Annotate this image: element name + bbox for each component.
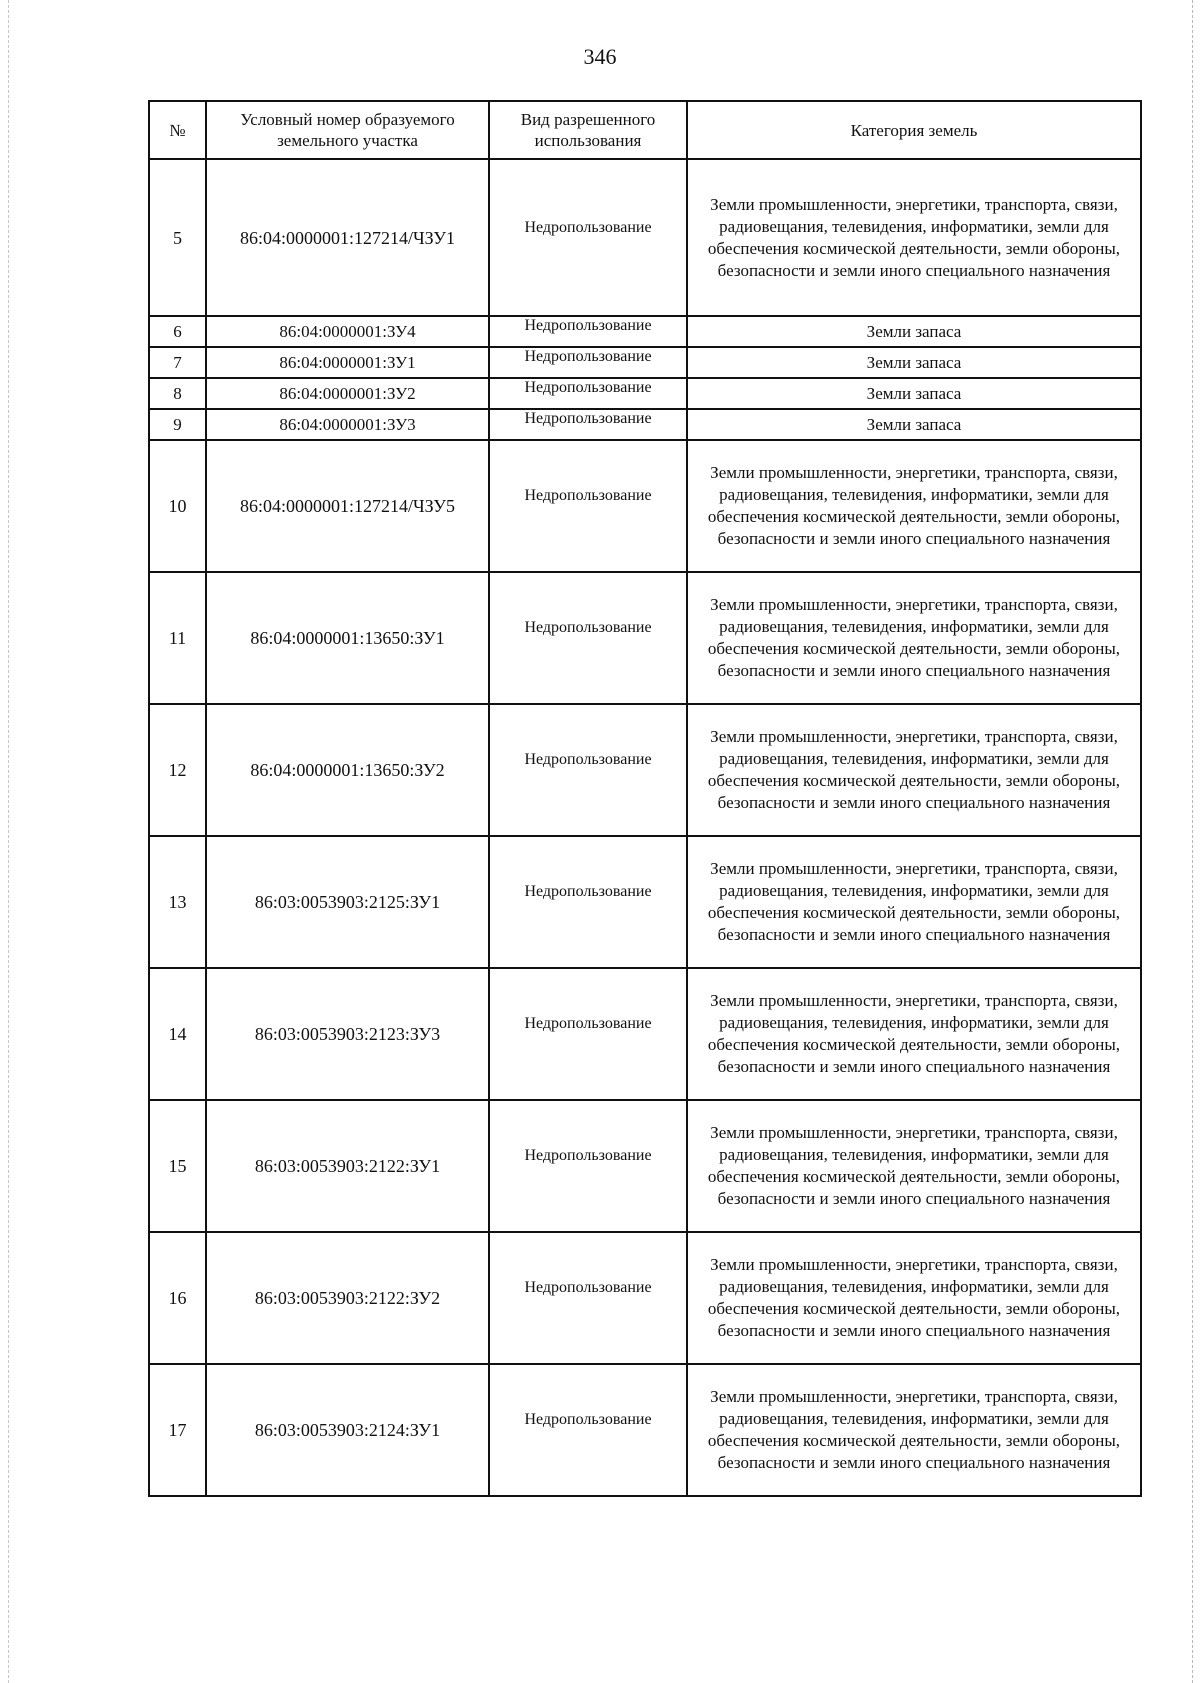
row-use — [489, 704, 687, 836]
land-parcels-table — [148, 100, 1142, 1497]
row-category: Земли промышленности, энергетики, транспорта, связи, радиовещания, телевидения, информатики, земли для обеспечения космической деятельности, земли обороны, безопасности и земли иного специального назначения — [687, 1364, 1141, 1496]
row-category: Земли промышленности, энергетики, транспорта, связи, радиовещания, телевидения, информатики, земли для обеспечения космической деятельности, земли обороны, безопасности и земли иного специального назначения — [687, 1232, 1141, 1364]
row-parcel: 86:04:0000001:ЗУ4 — [206, 316, 489, 347]
row-category: Земли запаса — [687, 316, 1141, 347]
table-row — [149, 316, 1141, 347]
row-parcel: 86:04:0000001:13650:ЗУ2 — [206, 704, 489, 836]
row-number: 14 — [149, 968, 206, 1100]
row-use-text: Недропользование — [524, 218, 652, 236]
row-parcel: 86:04:0000001:127214/ЧЗУ5 — [206, 440, 489, 572]
table-row — [149, 1364, 1141, 1496]
row-use: Недропользование — [489, 347, 687, 378]
row-category: Земли промышленности, энергетики, транспорта, связи, радиовещания, телевидения, информатики, земли для обеспечения космической деятельности, земли обороны, безопасности и земли иного специального назначения — [687, 572, 1141, 704]
row-category: Земли запаса — [687, 378, 1141, 409]
table-row — [149, 347, 1141, 378]
row-use-text: Недропользование — [524, 1015, 652, 1032]
row-number: 8 — [149, 378, 206, 409]
row-parcel: 86:04:0000001:ЗУ1 — [206, 347, 489, 378]
row-number: 5 — [149, 159, 206, 316]
table-row — [149, 1232, 1141, 1364]
row-use — [489, 572, 687, 704]
header-number: № — [149, 101, 206, 159]
row-use-text: Недропользование — [524, 751, 652, 768]
row-number: 6 — [149, 316, 206, 347]
row-parcel: 86:03:0053903:2125:ЗУ1 — [206, 836, 489, 968]
row-use-text: Недропользование — [524, 1411, 652, 1428]
table-row — [149, 378, 1141, 409]
row-number: 16 — [149, 1232, 206, 1364]
row-category: Земли запаса — [687, 347, 1141, 378]
row-use-text: Недропользование — [524, 487, 652, 504]
row-use-text: Недропользование — [524, 883, 652, 900]
row-use — [489, 159, 687, 316]
row-category: Земли запаса — [687, 409, 1141, 440]
row-use — [489, 1100, 687, 1232]
header-parcel: Условный номер образуемого земельного участка — [206, 101, 489, 159]
page-number: 346 — [583, 44, 617, 69]
row-category: Земли промышленности, энергетики, транспорта, связи, радиовещания, телевидения, информатики, земли для обеспечения космической деятельности, земли обороны, безопасности и земли иного специального назначения — [687, 968, 1141, 1100]
table-row — [149, 159, 1141, 316]
table-row — [149, 440, 1141, 572]
row-parcel: 86:03:0053903:2124:ЗУ1 — [206, 1364, 489, 1496]
row-parcel: 86:04:0000001:127214/ЧЗУ1 — [206, 159, 489, 316]
row-use — [489, 1364, 687, 1496]
table-row — [149, 704, 1141, 836]
header-category: Категория земель — [687, 101, 1141, 159]
row-number: 10 — [149, 440, 206, 572]
row-parcel: 86:04:0000001:13650:ЗУ1 — [206, 572, 489, 704]
table-row — [149, 968, 1141, 1100]
row-use-text: Недропользование — [524, 619, 652, 636]
table-row — [149, 836, 1141, 968]
row-use — [489, 1232, 687, 1364]
row-number: 9 — [149, 409, 206, 440]
scan-edge-right — [1192, 0, 1194, 1683]
table-row — [149, 1100, 1141, 1232]
row-use-text: Недропользование — [524, 1279, 652, 1296]
row-use — [489, 836, 687, 968]
row-parcel: 86:04:0000001:ЗУ2 — [206, 378, 489, 409]
row-category: Земли промышленности, энергетики, транспорта, связи, радиовещания, телевидения, информатики, земли для обеспечения космической деятельности, земли обороны, безопасности и земли иного специального назначения — [687, 836, 1141, 968]
row-use — [489, 440, 687, 572]
row-category: Земли промышленности, энергетики, транспорта, связи, радиовещания, телевидения, информатики, земли для обеспечения космической деятельности, земли обороны, безопасности и земли иного специального назначения — [687, 1100, 1141, 1232]
row-number: 12 — [149, 704, 206, 836]
row-parcel: 86:04:0000001:ЗУ3 — [206, 409, 489, 440]
row-number: 17 — [149, 1364, 206, 1496]
row-use-text: Недропользование — [524, 1147, 652, 1164]
table-row — [149, 409, 1141, 440]
row-use: Недропользование — [489, 378, 687, 409]
row-category: Земли промышленности, энергетики, транспорта, связи, радиовещания, телевидения, информатики, земли для обеспечения космической деятельности, земли обороны, безопасности и земли иного специального назначения — [687, 440, 1141, 572]
row-use — [489, 968, 687, 1100]
row-category: Земли промышленности, энергетики, транспорта, связи, радиовещания, телевидения, информатики, земли для обеспечения космической деятельности, земли обороны, безопасности и земли иного специального назначения — [687, 704, 1141, 836]
row-category: Земли промышленности, энергетики, транспорта, связи, радиовещания, телевидения, информатики, земли для обеспечения космической деятельности, земли обороны, безопасности и земли иного специального назначения — [687, 159, 1141, 316]
table-header-row — [149, 101, 1141, 159]
row-number: 11 — [149, 572, 206, 704]
table-row — [149, 572, 1141, 704]
row-parcel: 86:03:0053903:2122:ЗУ2 — [206, 1232, 489, 1364]
row-number: 13 — [149, 836, 206, 968]
row-number: 7 — [149, 347, 206, 378]
row-number: 15 — [149, 1100, 206, 1232]
row-use: Недропользование — [489, 409, 687, 440]
row-parcel: 86:03:0053903:2123:ЗУ3 — [206, 968, 489, 1100]
row-parcel: 86:03:0053903:2122:ЗУ1 — [206, 1100, 489, 1232]
scan-edge-left — [8, 0, 10, 1683]
row-use: Недропользование — [489, 316, 687, 347]
header-use: Вид разрешенного использования — [489, 101, 687, 159]
